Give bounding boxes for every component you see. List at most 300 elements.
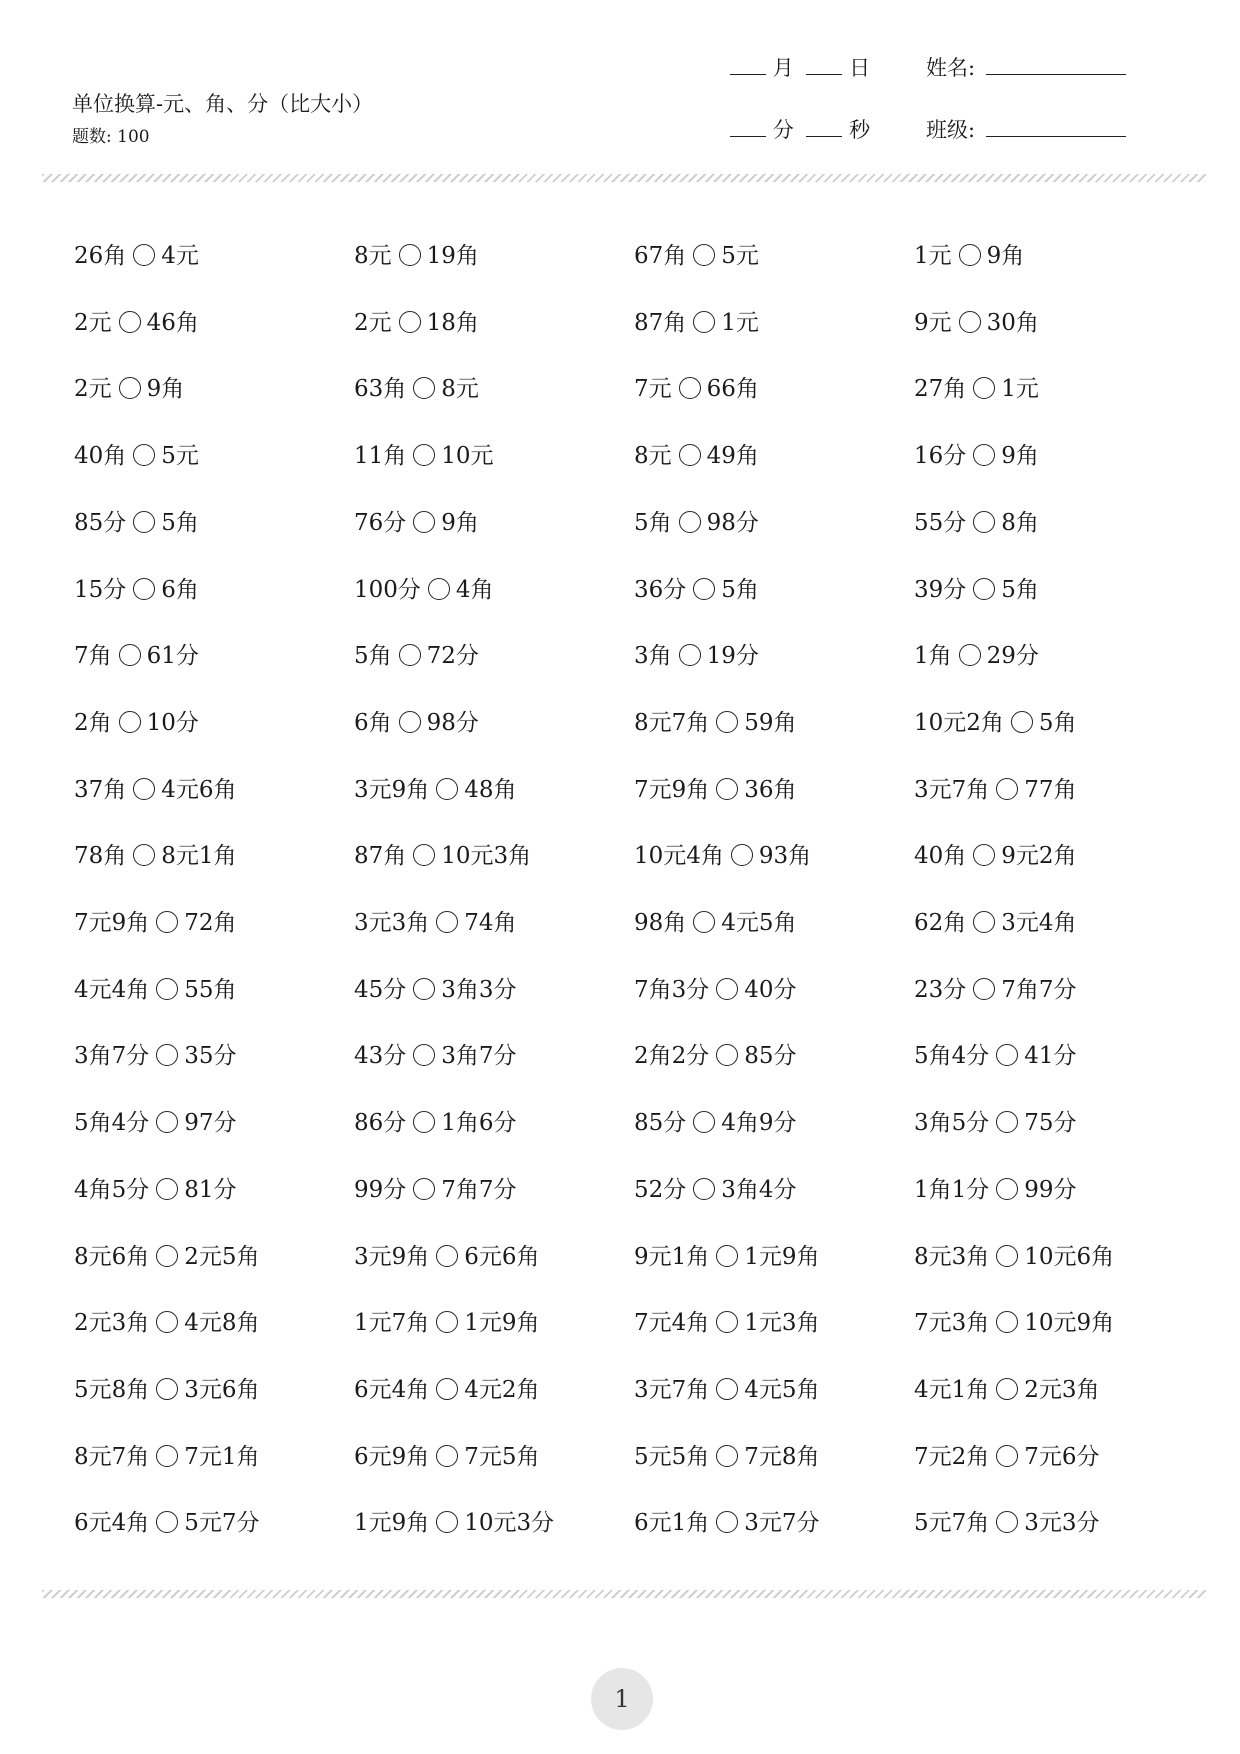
comparison-problem xyxy=(914,708,1077,738)
answer-circle[interactable] xyxy=(413,511,435,533)
answer-circle[interactable] xyxy=(996,1445,1018,1467)
right-amount: 5元7分 xyxy=(184,1510,260,1536)
answer-circle[interactable] xyxy=(996,1111,1018,1133)
answer-circle[interactable] xyxy=(413,444,435,466)
answer-circle[interactable] xyxy=(436,1311,458,1333)
month-blank[interactable] xyxy=(730,73,766,75)
answer-circle[interactable] xyxy=(716,1445,738,1467)
comparison-problem xyxy=(634,975,797,1005)
right-amount: 35分 xyxy=(184,1043,237,1069)
right-amount: 77角 xyxy=(1024,777,1077,803)
left-amount: 100分 xyxy=(354,577,421,603)
comparison-problem xyxy=(354,374,479,404)
month-label: 月 xyxy=(772,56,794,80)
left-amount: 7元2角 xyxy=(914,1444,990,1470)
comparison-problem xyxy=(74,1041,237,1071)
right-amount: 81分 xyxy=(184,1177,237,1203)
answer-circle[interactable] xyxy=(413,1111,435,1133)
right-amount: 10元9角 xyxy=(1024,1310,1115,1336)
right-amount: 10分 xyxy=(146,710,199,736)
answer-circle[interactable] xyxy=(133,778,155,800)
answer-circle[interactable] xyxy=(716,1511,738,1533)
left-amount: 62角 xyxy=(914,910,967,936)
left-amount: 23分 xyxy=(914,977,967,1003)
left-amount: 8元7角 xyxy=(74,1444,150,1470)
right-amount: 1元3角 xyxy=(744,1310,820,1336)
left-amount: 15分 xyxy=(74,577,127,603)
comparison-problem xyxy=(914,308,1039,338)
left-amount: 3元3角 xyxy=(354,910,430,936)
left-amount: 7元9角 xyxy=(74,910,150,936)
left-amount: 10元4角 xyxy=(634,843,724,869)
right-amount: 36角 xyxy=(744,777,797,803)
left-amount: 99分 xyxy=(354,1177,407,1203)
answer-circle[interactable] xyxy=(156,1378,178,1400)
right-amount: 10元6角 xyxy=(1024,1244,1115,1270)
class-blank[interactable] xyxy=(986,135,1126,137)
comparison-problem xyxy=(354,908,517,938)
right-amount: 1角6分 xyxy=(441,1110,517,1136)
right-amount: 4元5角 xyxy=(721,910,797,936)
left-amount: 8元3角 xyxy=(914,1244,990,1270)
answer-circle[interactable] xyxy=(156,1445,178,1467)
comparison-problem xyxy=(74,975,237,1005)
answer-circle[interactable] xyxy=(413,377,435,399)
left-amount: 2元 xyxy=(74,376,112,402)
left-amount: 7角 xyxy=(74,643,112,669)
comparison-problem xyxy=(914,841,1077,871)
answer-circle[interactable] xyxy=(693,311,715,333)
comparison-problem xyxy=(74,841,237,871)
left-amount: 37角 xyxy=(74,777,127,803)
left-amount: 5角 xyxy=(354,643,392,669)
comparison-problem xyxy=(354,1308,540,1338)
comparison-problem xyxy=(634,775,797,805)
comparison-problem xyxy=(634,1242,820,1272)
left-amount: 63角 xyxy=(354,376,407,402)
comparison-problem xyxy=(914,1308,1114,1338)
right-amount: 29分 xyxy=(986,643,1039,669)
answer-circle[interactable] xyxy=(436,778,458,800)
left-amount: 8元 xyxy=(634,443,672,469)
answer-circle[interactable] xyxy=(959,244,981,266)
answer-circle[interactable] xyxy=(413,978,435,1000)
comparison-problem xyxy=(354,975,517,1005)
answer-circle[interactable] xyxy=(693,1111,715,1133)
answer-circle[interactable] xyxy=(399,711,421,733)
answer-circle[interactable] xyxy=(973,511,995,533)
left-amount: 5角4分 xyxy=(914,1043,990,1069)
comparison-problem xyxy=(74,775,237,805)
right-amount: 72角 xyxy=(184,910,237,936)
answer-circle[interactable] xyxy=(679,444,701,466)
comparison-problem xyxy=(634,908,797,938)
left-amount: 9元 xyxy=(914,310,952,336)
top-divider xyxy=(42,174,1206,182)
answer-circle[interactable] xyxy=(156,1178,178,1200)
answer-circle[interactable] xyxy=(716,1044,738,1066)
right-amount: 2元3角 xyxy=(1024,1377,1100,1403)
comparison-problem xyxy=(914,1442,1100,1472)
comparison-problem xyxy=(74,1108,237,1138)
left-amount: 3角7分 xyxy=(74,1043,150,1069)
left-amount: 1角1分 xyxy=(914,1177,990,1203)
right-amount: 3元4角 xyxy=(1001,910,1077,936)
answer-circle[interactable] xyxy=(156,1511,178,1533)
left-amount: 5角 xyxy=(634,510,672,536)
right-amount: 61分 xyxy=(146,643,199,669)
left-amount: 7角3分 xyxy=(634,977,710,1003)
left-amount: 26角 xyxy=(74,243,127,269)
answer-circle[interactable] xyxy=(731,844,753,866)
comparison-problem xyxy=(914,908,1077,938)
comparison-problem xyxy=(914,241,1024,271)
left-amount: 85分 xyxy=(634,1110,687,1136)
right-amount: 2元5角 xyxy=(184,1244,260,1270)
right-amount: 5元 xyxy=(721,243,759,269)
answer-circle[interactable] xyxy=(436,1445,458,1467)
left-amount: 5元5角 xyxy=(634,1444,710,1470)
comparison-problem xyxy=(354,841,531,871)
comparison-problem xyxy=(354,775,517,805)
right-amount: 19分 xyxy=(706,643,759,669)
right-amount: 6角 xyxy=(161,577,199,603)
right-amount: 9角 xyxy=(441,510,479,536)
right-amount: 98分 xyxy=(426,710,479,736)
right-amount: 5角 xyxy=(1001,577,1039,603)
right-amount: 1元 xyxy=(721,310,759,336)
right-amount: 10元3角 xyxy=(441,843,532,869)
answer-circle[interactable] xyxy=(973,377,995,399)
right-amount: 5元 xyxy=(161,443,199,469)
comparison-problem xyxy=(914,508,1039,538)
answer-circle[interactable] xyxy=(436,911,458,933)
right-amount: 40分 xyxy=(744,977,797,1003)
second-label: 秒 xyxy=(849,118,871,142)
right-amount: 41分 xyxy=(1024,1043,1077,1069)
answer-circle[interactable] xyxy=(436,1511,458,1533)
right-amount: 7元1角 xyxy=(184,1444,260,1470)
right-amount: 4元2角 xyxy=(464,1377,540,1403)
left-amount: 8元7角 xyxy=(634,710,710,736)
left-amount: 4角5分 xyxy=(74,1177,150,1203)
comparison-problem xyxy=(354,1442,540,1472)
answer-circle[interactable] xyxy=(716,1245,738,1267)
answer-circle[interactable] xyxy=(156,911,178,933)
left-amount: 1角 xyxy=(914,643,952,669)
comparison-problem xyxy=(634,641,759,671)
left-amount: 3元7角 xyxy=(634,1377,710,1403)
left-amount: 87角 xyxy=(634,310,687,336)
comparison-problem xyxy=(354,1108,517,1138)
minute-label: 分 xyxy=(772,118,794,142)
comparison-problem xyxy=(354,441,494,471)
answer-circle[interactable] xyxy=(716,778,738,800)
answer-circle[interactable] xyxy=(119,644,141,666)
comparison-problem xyxy=(914,1508,1100,1538)
answer-circle[interactable] xyxy=(996,1044,1018,1066)
right-amount: 3角4分 xyxy=(721,1177,797,1203)
right-amount: 55角 xyxy=(184,977,237,1003)
left-amount: 78角 xyxy=(74,843,127,869)
right-amount: 49角 xyxy=(706,443,759,469)
day-blank[interactable] xyxy=(806,73,842,75)
right-amount: 3角3分 xyxy=(441,977,517,1003)
left-amount: 7元3角 xyxy=(914,1310,990,1336)
answer-circle[interactable] xyxy=(716,711,738,733)
answer-circle[interactable] xyxy=(119,711,141,733)
right-amount: 93角 xyxy=(758,843,812,869)
left-amount: 27角 xyxy=(914,376,967,402)
right-amount: 3元3分 xyxy=(1024,1510,1100,1536)
comparison-problem xyxy=(74,1508,260,1538)
left-amount: 1元7角 xyxy=(354,1310,430,1336)
comparison-problem xyxy=(74,641,199,671)
left-amount: 3元7角 xyxy=(914,777,990,803)
left-amount: 3角5分 xyxy=(914,1110,990,1136)
comparison-problem xyxy=(634,1442,820,1472)
problem-count: 题数: 100 xyxy=(72,127,150,147)
answer-circle[interactable] xyxy=(693,244,715,266)
comparison-problem xyxy=(634,1308,820,1338)
comparison-problem xyxy=(634,441,759,471)
answer-circle[interactable] xyxy=(413,1044,435,1066)
right-amount: 4元 xyxy=(161,243,199,269)
answer-circle[interactable] xyxy=(973,844,995,866)
left-amount: 7元4角 xyxy=(634,1310,710,1336)
answer-circle[interactable] xyxy=(399,644,421,666)
left-amount: 5角4分 xyxy=(74,1110,150,1136)
answer-circle[interactable] xyxy=(436,1378,458,1400)
comparison-problem xyxy=(634,575,759,605)
left-amount: 4元1角 xyxy=(914,1377,990,1403)
comparison-problem xyxy=(634,841,811,871)
right-amount: 7元8角 xyxy=(744,1444,820,1470)
answer-circle[interactable] xyxy=(693,578,715,600)
comparison-problem xyxy=(634,708,797,738)
comparison-problem xyxy=(634,241,759,271)
right-amount: 18角 xyxy=(426,310,479,336)
right-amount: 85分 xyxy=(744,1043,797,1069)
left-amount: 36分 xyxy=(634,577,687,603)
comparison-problem xyxy=(354,1175,517,1205)
right-amount: 9角 xyxy=(146,376,185,402)
comparison-problem xyxy=(634,1041,797,1071)
date-field xyxy=(730,52,870,82)
right-amount: 10元 xyxy=(441,443,494,469)
answer-circle[interactable] xyxy=(973,978,995,1000)
left-amount: 40角 xyxy=(914,843,967,869)
comparison-problem xyxy=(914,1375,1100,1405)
answer-circle[interactable] xyxy=(973,578,995,600)
answer-circle[interactable] xyxy=(973,911,995,933)
answer-circle[interactable] xyxy=(133,578,155,600)
answer-circle[interactable] xyxy=(156,1311,178,1333)
right-amount: 9角 xyxy=(986,243,1025,269)
answer-circle[interactable] xyxy=(399,311,421,333)
left-amount: 6元4角 xyxy=(74,1510,150,1536)
answer-circle[interactable] xyxy=(679,644,701,666)
name-blank[interactable] xyxy=(986,73,1126,75)
left-amount: 2角 xyxy=(74,710,112,736)
answer-circle[interactable] xyxy=(679,377,701,399)
left-amount: 6元4角 xyxy=(354,1377,430,1403)
answer-circle[interactable] xyxy=(959,311,981,333)
answer-circle[interactable] xyxy=(959,644,981,666)
right-amount: 8元 xyxy=(441,376,479,402)
left-amount: 87角 xyxy=(354,843,407,869)
comparison-problem xyxy=(354,575,494,605)
comparison-problem xyxy=(74,1175,237,1205)
right-amount: 4元8角 xyxy=(184,1310,260,1336)
answer-circle[interactable] xyxy=(1011,711,1033,733)
right-amount: 3元6角 xyxy=(184,1377,260,1403)
comparison-problem xyxy=(74,1375,260,1405)
comparison-problem xyxy=(634,1375,820,1405)
answer-circle[interactable] xyxy=(996,1378,1018,1400)
answer-circle[interactable] xyxy=(716,978,738,1000)
right-amount: 74角 xyxy=(464,910,517,936)
comparison-problem xyxy=(74,508,199,538)
answer-circle[interactable] xyxy=(119,377,141,399)
comparison-problem xyxy=(74,1242,260,1272)
answer-circle[interactable] xyxy=(133,844,155,866)
answer-circle[interactable] xyxy=(413,844,435,866)
answer-circle[interactable] xyxy=(436,1245,458,1267)
comparison-problem xyxy=(74,441,199,471)
left-amount: 2元 xyxy=(354,310,392,336)
right-amount: 1元9角 xyxy=(464,1310,540,1336)
left-amount: 7元 xyxy=(634,376,672,402)
comparison-problem xyxy=(634,1508,820,1538)
left-amount: 43分 xyxy=(354,1043,407,1069)
left-amount: 8元6角 xyxy=(74,1244,150,1270)
comparison-problem xyxy=(354,1375,540,1405)
left-amount: 45分 xyxy=(354,977,407,1003)
left-amount: 4元4角 xyxy=(74,977,150,1003)
answer-circle[interactable] xyxy=(133,444,155,466)
comparison-problem xyxy=(354,1508,554,1538)
answer-circle[interactable] xyxy=(996,1178,1018,1200)
comparison-problem xyxy=(354,641,479,671)
right-amount: 9元2角 xyxy=(1001,843,1077,869)
comparison-problem xyxy=(914,641,1039,671)
right-amount: 46角 xyxy=(146,310,199,336)
answer-circle[interactable] xyxy=(399,244,421,266)
left-amount: 9元1角 xyxy=(634,1244,710,1270)
left-amount: 2元3角 xyxy=(74,1310,150,1336)
right-amount: 30角 xyxy=(986,310,1039,336)
comparison-problem xyxy=(914,1108,1077,1138)
answer-circle[interactable] xyxy=(413,1178,435,1200)
left-amount: 10元2角 xyxy=(914,710,1004,736)
left-amount: 1元 xyxy=(914,243,952,269)
comparison-problem xyxy=(74,575,199,605)
answer-circle[interactable] xyxy=(996,1511,1018,1533)
answer-circle[interactable] xyxy=(119,311,141,333)
answer-circle[interactable] xyxy=(428,578,450,600)
left-amount: 52分 xyxy=(634,1177,687,1203)
page-number: 1 xyxy=(591,1668,653,1730)
right-amount: 5角 xyxy=(1038,710,1077,736)
right-amount: 4角 xyxy=(455,577,494,603)
comparison-problem xyxy=(354,241,479,271)
right-amount: 7元6分 xyxy=(1024,1444,1100,1470)
right-amount: 5角 xyxy=(161,510,199,536)
right-amount: 19角 xyxy=(426,243,479,269)
right-amount: 59角 xyxy=(744,710,797,736)
right-amount: 4角9分 xyxy=(721,1110,797,1136)
comparison-problem xyxy=(914,975,1077,1005)
comparison-problem xyxy=(914,775,1077,805)
comparison-problem xyxy=(354,308,479,338)
right-amount: 99分 xyxy=(1024,1177,1077,1203)
answer-circle[interactable] xyxy=(716,1311,738,1333)
right-amount: 1元 xyxy=(1001,376,1039,402)
answer-circle[interactable] xyxy=(996,1311,1018,1333)
left-amount: 67角 xyxy=(634,243,687,269)
day-label: 日 xyxy=(849,56,871,80)
comparison-problem xyxy=(914,1041,1077,1071)
answer-circle[interactable] xyxy=(693,1178,715,1200)
left-amount: 3元9角 xyxy=(354,1244,430,1270)
class-field xyxy=(926,114,1126,144)
left-amount: 40角 xyxy=(74,443,127,469)
right-amount: 48角 xyxy=(464,777,517,803)
answer-circle[interactable] xyxy=(156,978,178,1000)
answer-circle[interactable] xyxy=(156,1111,178,1133)
comparison-problem xyxy=(74,908,237,938)
name-label: 姓名: xyxy=(926,56,976,80)
left-amount: 3元9角 xyxy=(354,777,430,803)
second-blank[interactable] xyxy=(806,135,842,137)
answer-circle[interactable] xyxy=(156,1044,178,1066)
comparison-problem xyxy=(634,374,759,404)
comparison-problem xyxy=(354,1041,517,1071)
left-amount: 2角2分 xyxy=(634,1043,710,1069)
answer-circle[interactable] xyxy=(996,1245,1018,1267)
answer-circle[interactable] xyxy=(133,511,155,533)
comparison-problem xyxy=(74,241,199,271)
answer-circle[interactable] xyxy=(693,911,715,933)
answer-circle[interactable] xyxy=(996,778,1018,800)
right-amount: 7元5角 xyxy=(464,1444,540,1470)
right-amount: 4元5角 xyxy=(744,1377,820,1403)
left-amount: 98角 xyxy=(634,910,687,936)
comparison-problem xyxy=(74,374,184,404)
left-amount: 16分 xyxy=(914,443,967,469)
name-field xyxy=(926,52,1126,82)
answer-circle[interactable] xyxy=(973,444,995,466)
left-amount: 3角 xyxy=(634,643,672,669)
right-amount: 5角 xyxy=(721,577,759,603)
left-amount: 39分 xyxy=(914,577,967,603)
bottom-divider xyxy=(42,1590,1206,1598)
comparison-problem xyxy=(914,374,1039,404)
comparison-problem xyxy=(74,308,199,338)
left-amount: 6元9角 xyxy=(354,1444,430,1470)
answer-circle[interactable] xyxy=(133,244,155,266)
answer-circle[interactable] xyxy=(716,1378,738,1400)
answer-circle[interactable] xyxy=(156,1245,178,1267)
left-amount: 85分 xyxy=(74,510,127,536)
comparison-problem xyxy=(354,1242,540,1272)
comparison-problem xyxy=(354,708,479,738)
class-label: 班级: xyxy=(926,118,976,142)
minute-blank[interactable] xyxy=(730,135,766,137)
answer-circle[interactable] xyxy=(679,511,701,533)
right-amount: 98分 xyxy=(706,510,759,536)
